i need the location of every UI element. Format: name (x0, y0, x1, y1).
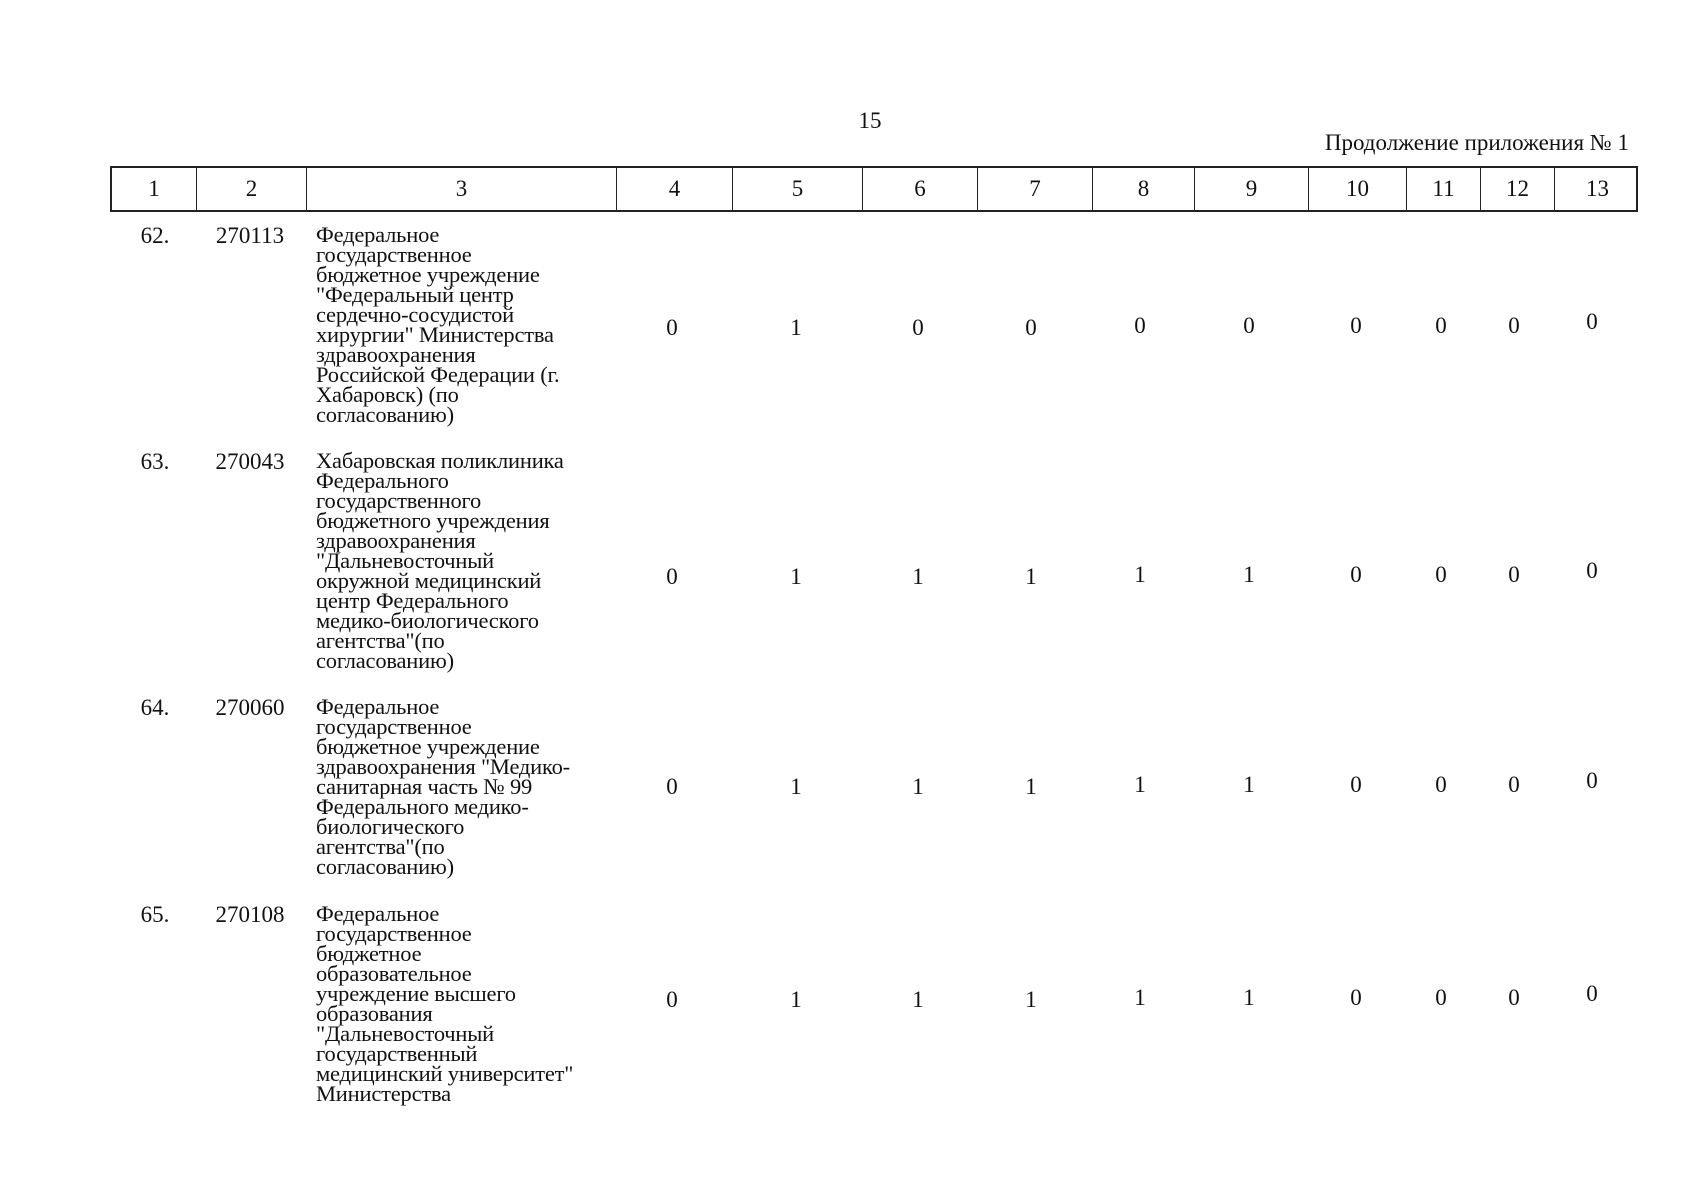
value-cell-col-6: 1 (912, 987, 924, 1012)
institution-name-line: сердечно-сосудистой (316, 302, 514, 327)
value-cell-col-8: 0 (1134, 313, 1146, 338)
institution-code: 270043 (215, 449, 285, 474)
institution-name-line: государственное (316, 242, 472, 267)
value-cell-col-10: 0 (1350, 562, 1362, 587)
institution-name-line: государственное (316, 921, 472, 946)
value-cell-col-9: 1 (1243, 562, 1255, 587)
column-header-12: 12 (1480, 168, 1554, 210)
institution-name-line: Министерства (316, 1081, 451, 1106)
institution-name (316, 222, 616, 427)
institution-name-line: государственное (316, 714, 472, 739)
value-cell-col-11: 0 (1435, 985, 1447, 1010)
column-header-5: 5 (732, 168, 862, 210)
value-cell-col-13: 0 (1586, 768, 1598, 793)
institution-name-line: государственного (316, 488, 482, 513)
value-cell-col-12: 0 (1508, 313, 1520, 338)
value-cell-col-7: 0 (1025, 315, 1037, 340)
institution-name-line: медико-биологического (316, 608, 539, 633)
value-cell-col-7: 1 (1025, 564, 1037, 589)
column-header-1: 1 (148, 176, 160, 201)
column-header-7: 7 (977, 168, 1092, 210)
value-cell-col-7: 1 (1025, 987, 1037, 1012)
column-header-13: 13 (1554, 168, 1640, 210)
column-header-6: 6 (862, 168, 977, 210)
institution-name-line: бюджетное учреждение (316, 262, 540, 287)
value-cell-col-6: 0 (912, 315, 924, 340)
value-cell-col-5: 1 (790, 564, 802, 589)
value-cell-col-13: 0 (1586, 309, 1598, 334)
institution-name-line: Федерального (316, 468, 449, 493)
value-cell-col-13: 0 (1586, 981, 1598, 1006)
value-cell-col-4: 0 (666, 774, 678, 799)
institution-name-line: "Дальневосточный (316, 1021, 495, 1046)
institution-name-line: Российской Федерации (г. (316, 362, 560, 387)
column-header-2: 2 (196, 168, 306, 210)
institution-name-line: бюджетного учреждения (316, 508, 550, 533)
institution-name-line: Хабаровск) (по (316, 382, 459, 407)
institution-name-line: "Дальневосточный (316, 548, 495, 573)
value-cell-col-4: 0 (666, 564, 678, 589)
institution-name-line: образовательное (316, 961, 472, 986)
institution-name-line: здравоохранения (316, 342, 476, 367)
row-number: 62. (140, 223, 170, 248)
value-cell-col-10: 0 (1350, 313, 1362, 338)
institution-name-line: здравоохранения (316, 528, 476, 553)
institution-code: 270113 (215, 223, 285, 248)
value-cell-col-12: 0 (1508, 562, 1520, 587)
institution-name-line: учреждение высшего (316, 981, 516, 1006)
institution-name-line: окружной медицинский (316, 568, 542, 593)
value-cell-col-8: 1 (1134, 772, 1146, 797)
institution-name-line: Федерального медико- (316, 794, 529, 819)
value-cell-col-7: 1 (1025, 774, 1037, 799)
row-number: 65. (140, 902, 170, 927)
institution-name (316, 901, 616, 1106)
column-header-8: 8 (1092, 168, 1194, 210)
institution-name-line: центр Федерального (316, 588, 509, 613)
institution-name-line: медицинский университет" (316, 1061, 574, 1086)
column-header-9: 9 (1194, 168, 1308, 210)
institution-name-line: здравоохранения "Медико- (316, 754, 570, 779)
value-cell-col-8: 1 (1134, 985, 1146, 1010)
column-header-10: 10 (1308, 168, 1406, 210)
value-cell-col-4: 0 (666, 315, 678, 340)
institution-name (316, 694, 616, 879)
value-cell-col-5: 1 (790, 774, 802, 799)
institution-name-line: образования (316, 1001, 433, 1026)
value-cell-col-10: 0 (1350, 772, 1362, 797)
institution-name-line: биологического (316, 814, 465, 839)
value-cell-col-11: 0 (1435, 562, 1447, 587)
institution-name-line: Федеральное (316, 222, 440, 247)
page-number: 15 (858, 108, 882, 133)
value-cell-col-9: 1 (1243, 772, 1255, 797)
value-cell-col-5: 1 (790, 315, 802, 340)
institution-name-line: согласованию) (316, 854, 454, 879)
institution-name-line: агентства"(по (316, 834, 445, 859)
value-cell-col-12: 0 (1508, 772, 1520, 797)
column-header-4: 4 (616, 168, 732, 210)
institution-name-line: Хабаровская поликлиника (316, 448, 564, 473)
value-cell-col-4: 0 (666, 987, 678, 1012)
institution-name (316, 448, 616, 673)
column-header-11: 11 (1406, 168, 1480, 210)
institution-name-line: бюджетное учреждение (316, 734, 540, 759)
value-cell-col-6: 1 (912, 564, 924, 589)
value-cell-col-12: 0 (1508, 985, 1520, 1010)
institution-name-line: государственный (316, 1041, 478, 1066)
institution-name-line: бюджетное (316, 941, 422, 966)
value-cell-col-10: 0 (1350, 985, 1362, 1010)
institution-name-line: согласованию) (316, 402, 454, 427)
row-number: 63. (140, 449, 170, 474)
appendix-continuation-note: Продолжение приложения № 1 (1324, 130, 1629, 155)
column-header-3: 3 (306, 168, 616, 210)
value-cell-col-9: 0 (1243, 313, 1255, 338)
institution-code: 270108 (215, 902, 285, 927)
value-cell-col-5: 1 (790, 987, 802, 1012)
value-cell-col-11: 0 (1435, 772, 1447, 797)
institution-name-line: хирургии" Министерства (316, 322, 554, 347)
institution-code: 270060 (215, 695, 285, 720)
value-cell-col-11: 0 (1435, 313, 1447, 338)
value-cell-col-8: 1 (1134, 562, 1146, 587)
institution-name-line: Федеральное (316, 694, 440, 719)
institution-name-line: Федеральное (316, 901, 440, 926)
value-cell-col-9: 1 (1243, 985, 1255, 1010)
value-cell-col-13: 0 (1586, 558, 1598, 583)
institution-name-line: агентства"(по (316, 628, 445, 653)
institution-name-line: "Федеральный центр (316, 282, 514, 307)
institution-name-line: санитарная часть № 99 (316, 774, 533, 799)
row-number: 64. (140, 695, 170, 720)
value-cell-col-6: 1 (912, 774, 924, 799)
institution-name-line: согласованию) (316, 648, 454, 673)
